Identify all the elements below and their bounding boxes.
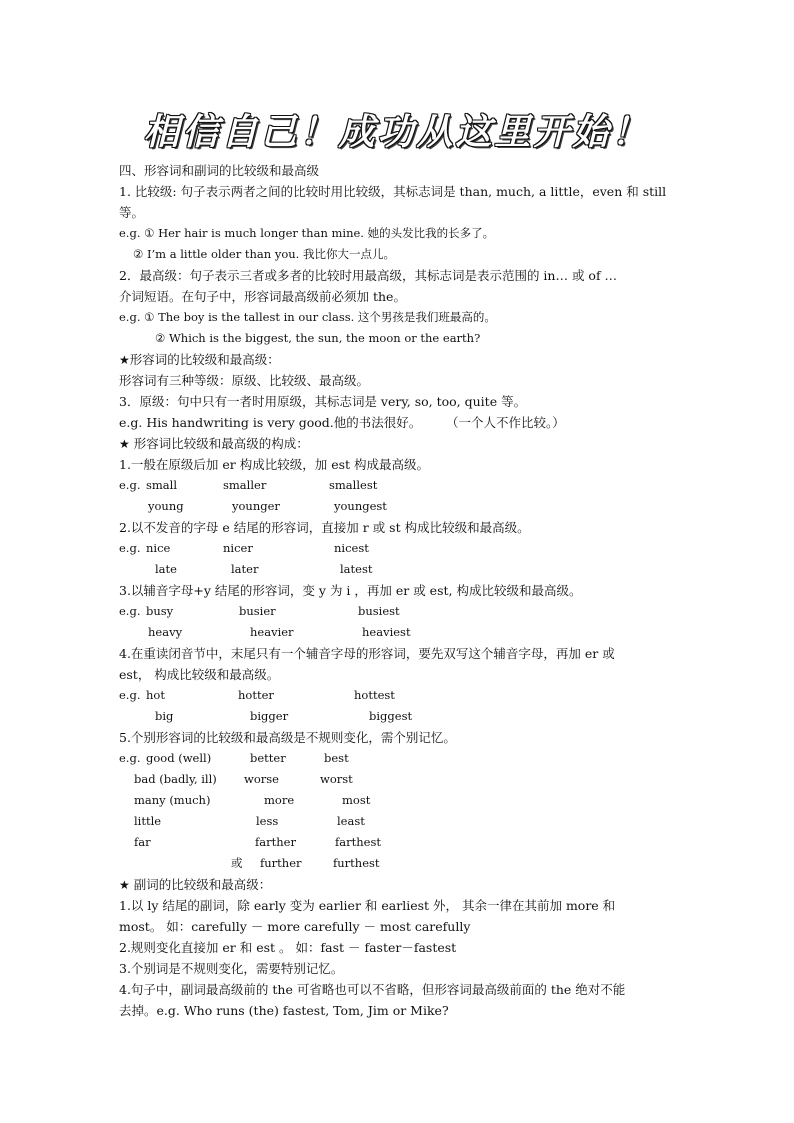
formation-heading-text: 形容词比较级和最高级的构成： — [129, 436, 309, 451]
word-form-row — [119, 559, 679, 580]
formation-rule-4-line-1: 4.在重读闭音节中，末尾只有一个辅音字母的形容词，要先双写这个辅音字母，再加 er 或 — [119, 646, 615, 661]
comparative-form: bigger — [250, 709, 289, 723]
word-form-row — [119, 685, 679, 706]
comparative-form: more — [264, 793, 295, 807]
comparative-form: better — [250, 751, 286, 765]
adverb-heading — [119, 874, 679, 895]
superlative-form: most — [342, 793, 371, 807]
superlative-form: nicest — [334, 541, 369, 555]
adjective-degrees-heading-text: 形容词的比较级和最高级： — [129, 352, 280, 367]
banner-title: 相信自己！成功从这里开始！ — [143, 111, 651, 153]
superlative-form: busiest — [358, 604, 400, 618]
formation-rule-2: 2.以不发音的字母 e 结尾的形容词，直接加 r 或 st 构成比较级和最高级。 — [119, 520, 530, 535]
positive-form: hot — [146, 688, 165, 702]
comparative-form: worse — [244, 772, 279, 786]
positive-form: big — [155, 709, 174, 723]
adverb-rule-1-line-1: 1.以 ly 结尾的副词，除 early 变为 earlier 和 earliest 外， 其余一律在其前加 more 和 — [119, 898, 616, 913]
eg-label: e.g. — [119, 688, 141, 702]
word-form-row — [119, 601, 679, 622]
word-form-row — [119, 769, 679, 790]
eg-label: e.g. — [119, 541, 141, 555]
formation-rule-5: 5.个别形容词的比较级和最高级是不规则变化，需个别记忆。 — [119, 730, 456, 745]
adverb-heading-text: 副词的比较级和最高级： — [129, 877, 272, 892]
adjective-degrees-heading — [119, 349, 679, 370]
positive-form: busy — [146, 604, 174, 618]
superlative-form: biggest — [369, 709, 413, 723]
word-form-row — [119, 748, 679, 769]
document-body — [119, 160, 679, 1021]
adverb-rule-1-line-2: most。 如：carefully － more carefully － most carefully — [119, 919, 471, 934]
word-form-row — [119, 538, 679, 559]
superlative-rule-line-2: 介词短语。在句子中，形容词最高级前必须加 the。 — [119, 289, 406, 304]
three-degrees-line: 形容词有三种等级：原级、比较级、最高级。 — [119, 373, 370, 388]
positive-degree-rule: 3．原级：句中只有一者时用原级，其标志词是 very, so, too, quite 等。 — [119, 394, 527, 409]
adverb-rule-4-line-1: 4.句子中，副词最高级前的 the 可省略也可以不省略，但形容词最高级前面的 the 绝对不能 — [119, 982, 626, 997]
superlative-form: youngest — [334, 499, 387, 513]
positive-form: little — [134, 814, 162, 828]
comparative-form: later — [231, 562, 259, 576]
positive-example-text: e.g. His handwriting is very good.他的书法很好。 — [119, 415, 422, 430]
positive-form: bad (badly, ill) — [134, 772, 217, 786]
star-icon: ★ — [119, 353, 130, 367]
positive-example-note: （一个人不作比较。） — [446, 415, 565, 430]
word-form-row — [119, 475, 679, 496]
word-form-row — [119, 496, 679, 517]
superlative-form: latest — [340, 562, 373, 576]
formation-rule-3: 3.以辅音字母+y 结尾的形容词，变 y 为 i ，再加 er 或 est, 构成比较级和最高级。 — [119, 583, 582, 598]
comparative-form: heavier — [250, 625, 294, 639]
positive-degree-example — [119, 412, 679, 433]
superlative-form: farthest — [335, 835, 381, 849]
eg-label: e.g. — [119, 604, 141, 618]
comparative-example-2: ② I’m a little older than you. 我比你大一点儿。 — [133, 247, 395, 261]
comparative-form: younger — [232, 499, 280, 513]
eg-label: e.g. — [119, 751, 141, 765]
superlative-form: worst — [320, 772, 353, 786]
positive-form: many (much) — [134, 793, 211, 807]
positive-form: young — [148, 499, 184, 513]
formation-rule-4-line-2: est， 构成比较级和最高级。 — [119, 667, 280, 682]
adverb-rule-2: 2.规则变化直接加 er 和 est 。 如：fast － faster－fastest — [119, 940, 457, 955]
word-form-row — [119, 853, 679, 874]
comparative-rule-line-2: 等。 — [119, 205, 145, 220]
superlative-rule-line-1: 2．最高级：句子表示三者或多者的比较时用最高级，其标志词是表示范围的 in… 或 of … — [119, 268, 618, 283]
superlative-form: least — [337, 814, 365, 828]
word-form-row — [119, 706, 679, 727]
section-heading: 四、形容词和副词的比较级和最高级 — [119, 163, 320, 178]
positive-form: far — [134, 835, 151, 849]
positive-form: small — [146, 478, 178, 492]
star-icon: ★ — [119, 437, 130, 451]
word-form-row — [119, 832, 679, 853]
comparative-form: farther — [255, 835, 296, 849]
word-form-row — [119, 811, 679, 832]
adverb-rule-3: 3.个别词是不规则变化，需要特别记忆。 — [119, 961, 344, 976]
comparative-form: nicer — [223, 541, 253, 555]
comparative-form: further — [260, 856, 302, 870]
word-form-row — [119, 622, 679, 643]
star-icon: ★ — [119, 878, 130, 892]
formation-rule-1: 1.一般在原级后加 er 构成比较级，加 est 构成最高级。 — [119, 457, 430, 472]
comparative-form: busier — [239, 604, 276, 618]
comparative-rule-line-1: 1. 比较级: 句子表示两者之间的比较时用比较级，其标志词是 than, much, a little，even 和 still — [119, 184, 667, 199]
superlative-form: heaviest — [362, 625, 411, 639]
eg-label: e.g. — [119, 478, 141, 492]
superlative-form: smallest — [329, 478, 378, 492]
formation-heading — [119, 433, 679, 454]
superlative-example-1: e.g. ① The boy is the tallest in our class. 这个男孩是我们班最高的。 — [119, 310, 496, 324]
positive-form: nice — [146, 541, 171, 555]
adverb-rule-4-line-2: 去掉。e.g. Who runs (the) fastest, Tom, Jim or Mike? — [119, 1003, 449, 1018]
superlative-form: hottest — [354, 688, 395, 702]
positive-form: heavy — [148, 625, 183, 639]
or-label: 或 — [231, 856, 243, 870]
superlative-form: best — [324, 751, 349, 765]
word-form-row — [119, 790, 679, 811]
comparative-form: hotter — [238, 688, 274, 702]
comparative-form: smaller — [223, 478, 267, 492]
comparative-form: less — [256, 814, 279, 828]
positive-form: good (well) — [146, 751, 212, 765]
comparative-example-1: e.g. ① Her hair is much longer than mine. 她的头发比我的长多了。 — [119, 226, 495, 240]
superlative-form: furthest — [333, 856, 380, 870]
positive-form: late — [155, 562, 177, 576]
superlative-example-2: ② Which is the biggest, the sun, the moon or the earth? — [155, 331, 481, 345]
